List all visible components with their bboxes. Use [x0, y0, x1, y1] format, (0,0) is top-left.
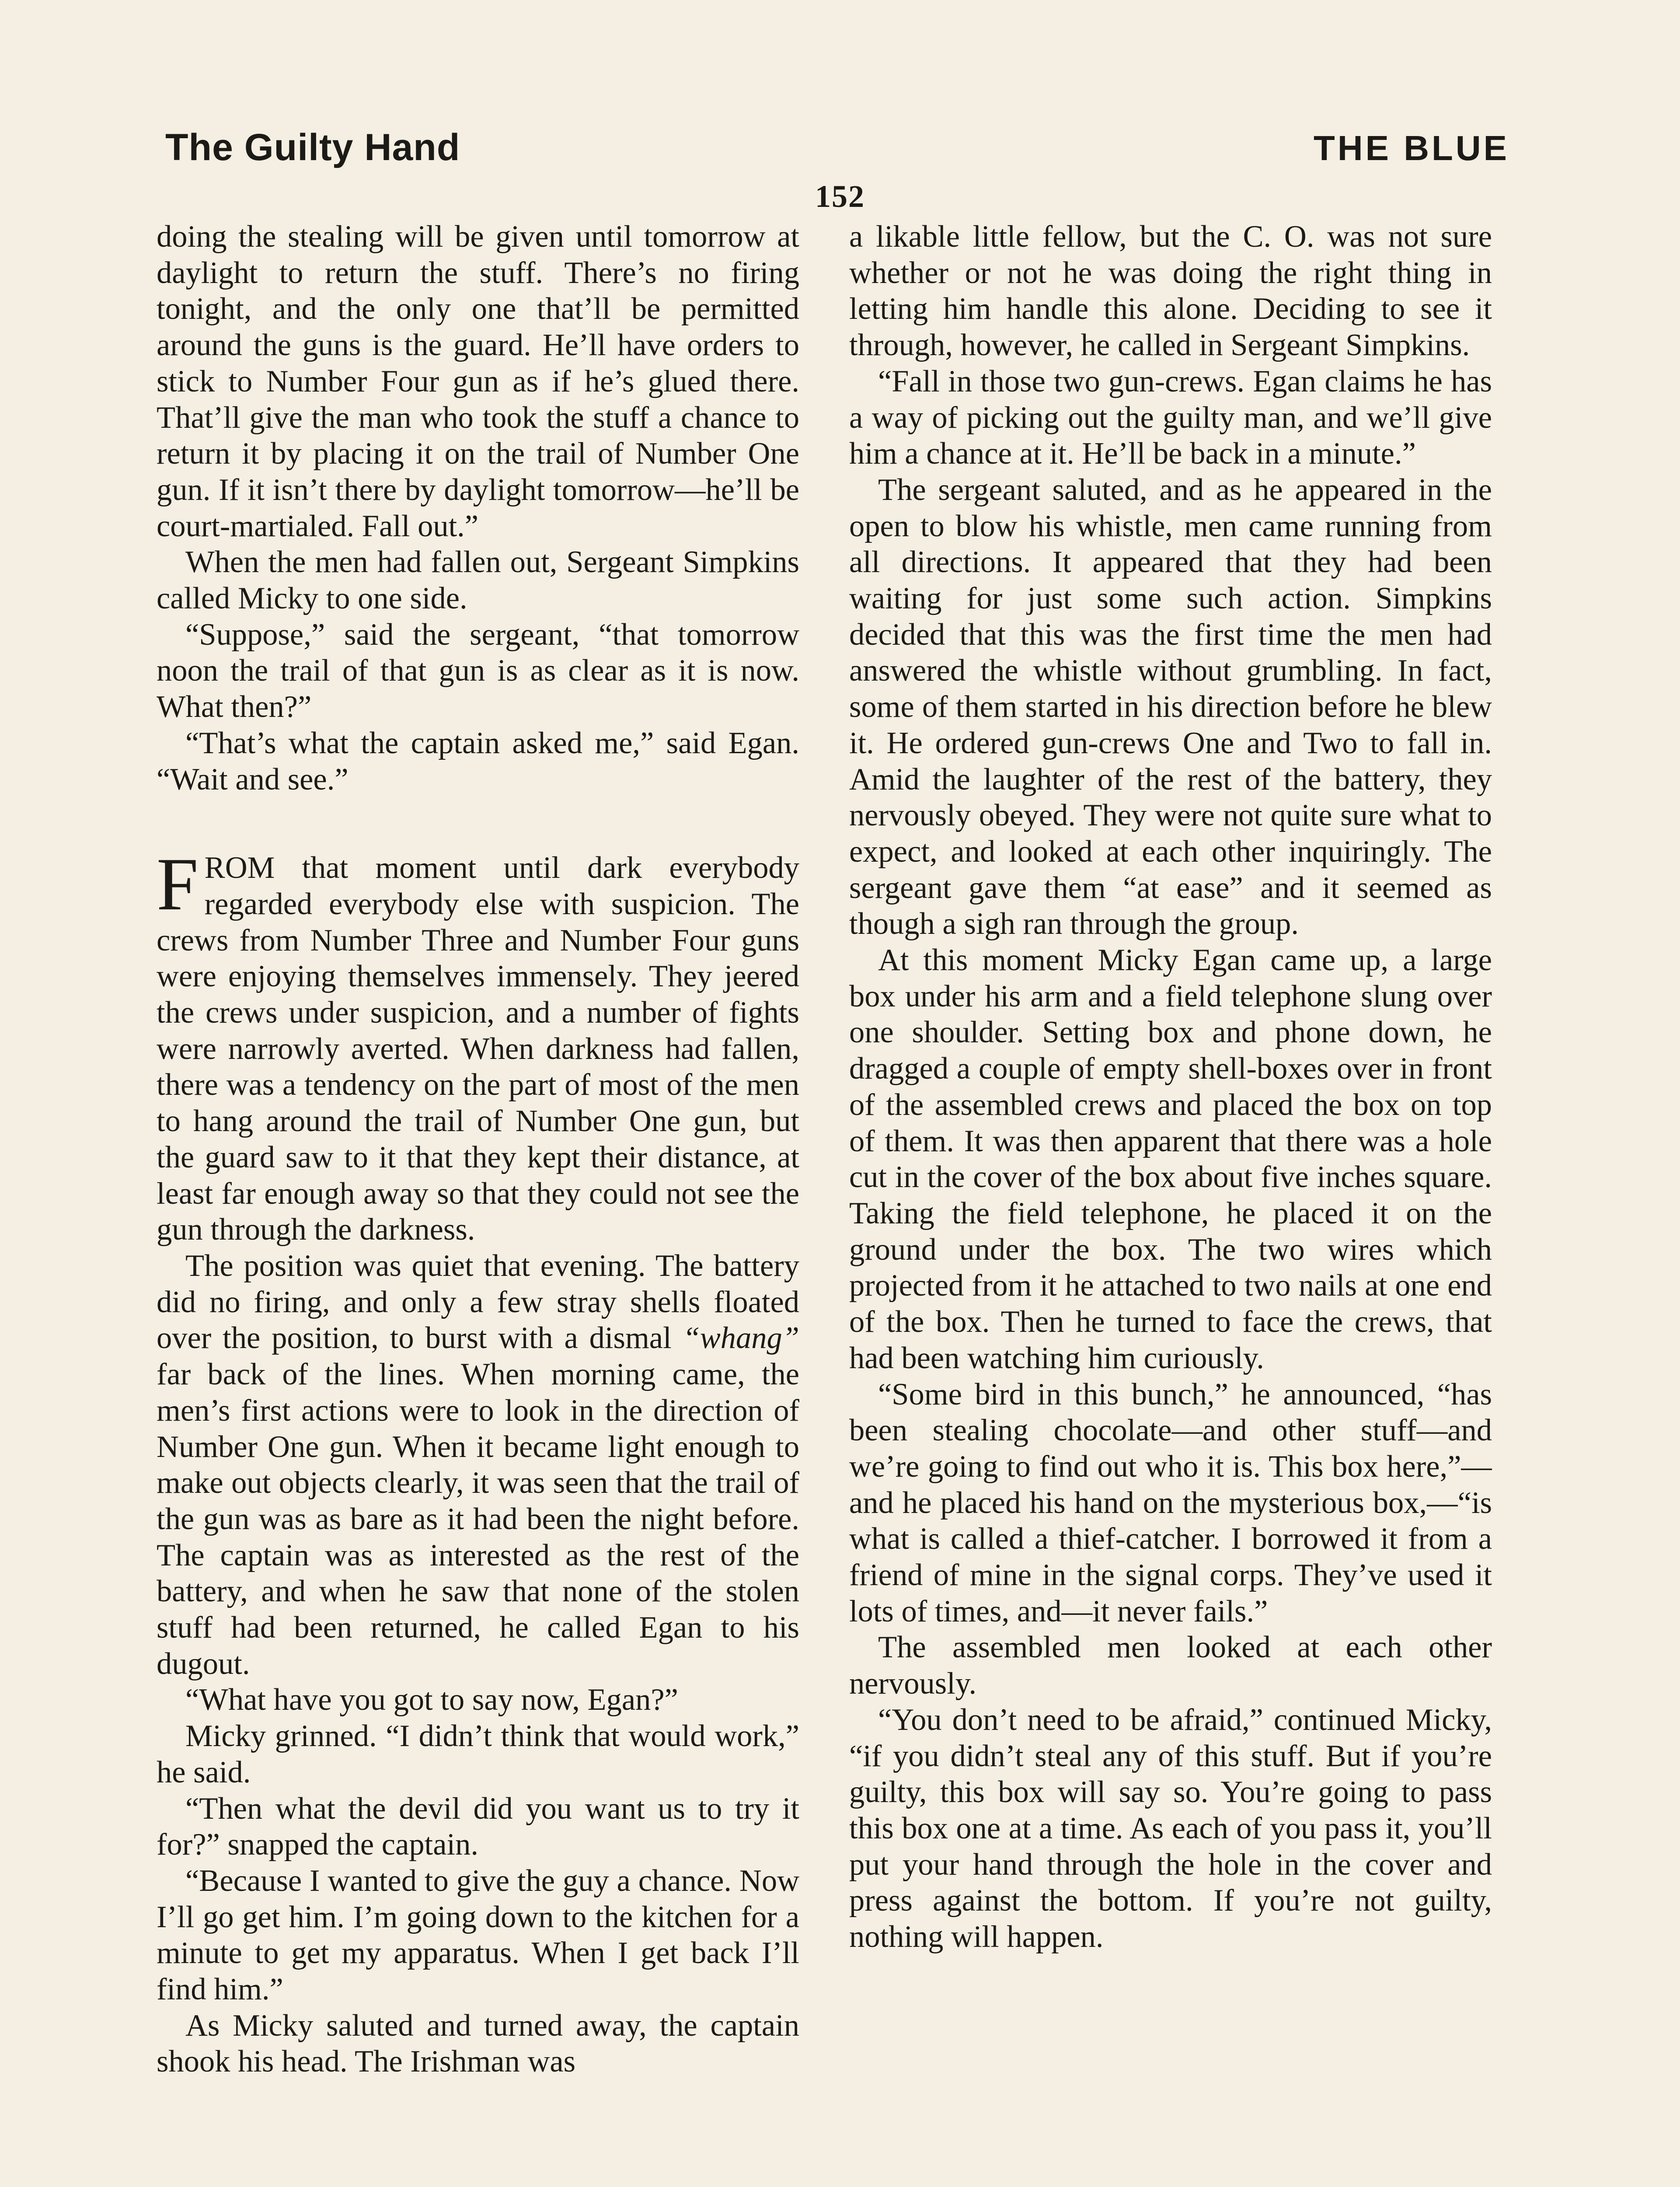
paragraph-text: The position was quiet that evening. The battery did no firing, and only a few stray shells floated over the position, to burst with a dismal	[157, 1248, 799, 1356]
paragraph: Micky grinned. “I didn’t think that would work,” he said.	[157, 1719, 799, 1789]
paragraph: “You don’t need to be afraid,” continued Micky, “if you didn’t steal any of this stuff. But if you’re guilty, this box will say so. You’re going to pass this box one at a time. As each of you pass it, you’ll put your hand through the hole in the cover and press against the bottom. If you’re not guilty, nothing will happen.	[849, 1702, 1492, 1954]
section-paragraph	[157, 843, 799, 1248]
paragraph: “What have you got to say now, Egan?”	[185, 1683, 678, 1717]
paragraph: “That’s what the captain asked me,” said Egan. “Wait and see.”	[157, 726, 799, 797]
page-number: 152	[815, 179, 865, 214]
paragraph: As Micky saluted and turned away, the captain shook his head. The Irishman was	[157, 2008, 799, 2079]
magazine-name: THE BLUE	[1314, 129, 1509, 168]
paragraph: When the men had fallen out, Sergeant Simpkins called Micky to one side.	[157, 545, 799, 616]
paragraph: At this moment Micky Egan came up, a large box under his arm and a field telephone slung over one shoulder. Setting box and phone down, he dragged a couple of empty shell-boxes over in front of the assembled crews and placed the box on top of them. It was then apparent that there was a hole cut in the cover of the box about five inches square. Taking the field telephone, he placed it on the ground under the box. The two wires which projected from it he attached to two nails at one end of the box. Then he turned to face the crews, that had been watching him curiously.	[849, 943, 1492, 1375]
paragraph: “Fall in those two gun-crews. Egan claims he has a way of picking out the guilty man, and we’ll give him a chance at it. He’ll be back in a minute.”	[849, 364, 1492, 471]
paragraph: “Then what the devil did you want us to try it for?” snapped the captain.	[157, 1791, 799, 1862]
paragraph: The assembled men looked at each other nervously.	[849, 1630, 1492, 1701]
paragraph-text: ROM that moment until dark everybody regarded everybody else with suspicion. The crews from Number Three and Number Four guns were enjoying themselves immensely. They jeered the crews under suspicion, and a number of fights were narrowly averted. When darkness had fallen, there was a tendency on the part of most of the men to hang around the trail of Number One gun, but the guard saw to it that they kept their distance, at least far enough away so that they could not see the gun through the darkness.	[157, 851, 799, 1247]
paragraph	[157, 1248, 799, 1682]
paragraph: “Because I wanted to give the guy a chance. Now I’ll go get him. I’m going down to the kitchen for a minute to get my apparatus. When I get back I’ll find him.”	[157, 1863, 799, 2007]
paragraph-text: far back of the lines. When morning came, the men’s first actions were to look in the direction of Number One gun. When it became light enough to make out objects clearly, it was seen that the trail of the gun was as bare as it had been the night before. The captain was as interested as the rest of the battery, and when he saw that none of the stolen stuff had been returned, he called Egan to his dugout.	[157, 1357, 799, 1681]
left-column	[157, 219, 799, 2187]
paragraph: “Some bird in this bunch,” he announced, “has been stealing chocolate—and other stuff—and we’re going to find out who it is. This box here,”—and he placed his hand on the mysterious box,—“is what is called a thief-catcher. I borrowed it from a friend of mine in the signal corps. They’ve used it lots of times, and—it never fails.”	[849, 1377, 1492, 1628]
paragraph: a likable little fellow, but the C. O. was not sure whether or not he was doing the right thing in letting him handle this alone. Deciding to see it through, however, he called in Sergeant Simpkins.	[849, 220, 1492, 363]
paragraph: The sergeant saluted, and as he appeared in the open to blow his whistle, men came running from all directions. It appeared that they had been waiting for just some such action. Simpkins decided that this was the first time the men had answered the whistle without grumbling. In fact, some of them started in his direction before he blew it. He ordered gun-crews One and Two to fall in. Amid the laughter of the rest of the battery, they nervously obeyed. They were not quite sure what to expect, and looked at each other inquiringly. The sergeant gave them “at ease” and it seemed as though a sigh ran through the group.	[849, 472, 1492, 941]
paragraph: doing the stealing will be given until tomorrow at daylight to return the stuff. There’s no firing tonight, and the only one that’ll be permitted around the guns is the guard. He’ll have orders to stick to Number Four gun as if he’s glued there. That’ll give the man who took the stuff a chance to return it by placing it on the trail of Number One gun. If it isn’t there by daylight tomorrow—he’ll be court-martialed. Fall out.”	[157, 220, 799, 543]
story-title: The Guilty Hand	[165, 126, 460, 168]
paragraph: “Suppose,” said the sergeant, “that tomorrow noon the trail of that gun is as clear as it is now. What then?”	[157, 617, 799, 724]
italic-word: “whang”	[683, 1321, 799, 1356]
drop-cap: F	[157, 843, 199, 926]
right-column	[849, 219, 1492, 2187]
running-header	[165, 126, 1509, 187]
